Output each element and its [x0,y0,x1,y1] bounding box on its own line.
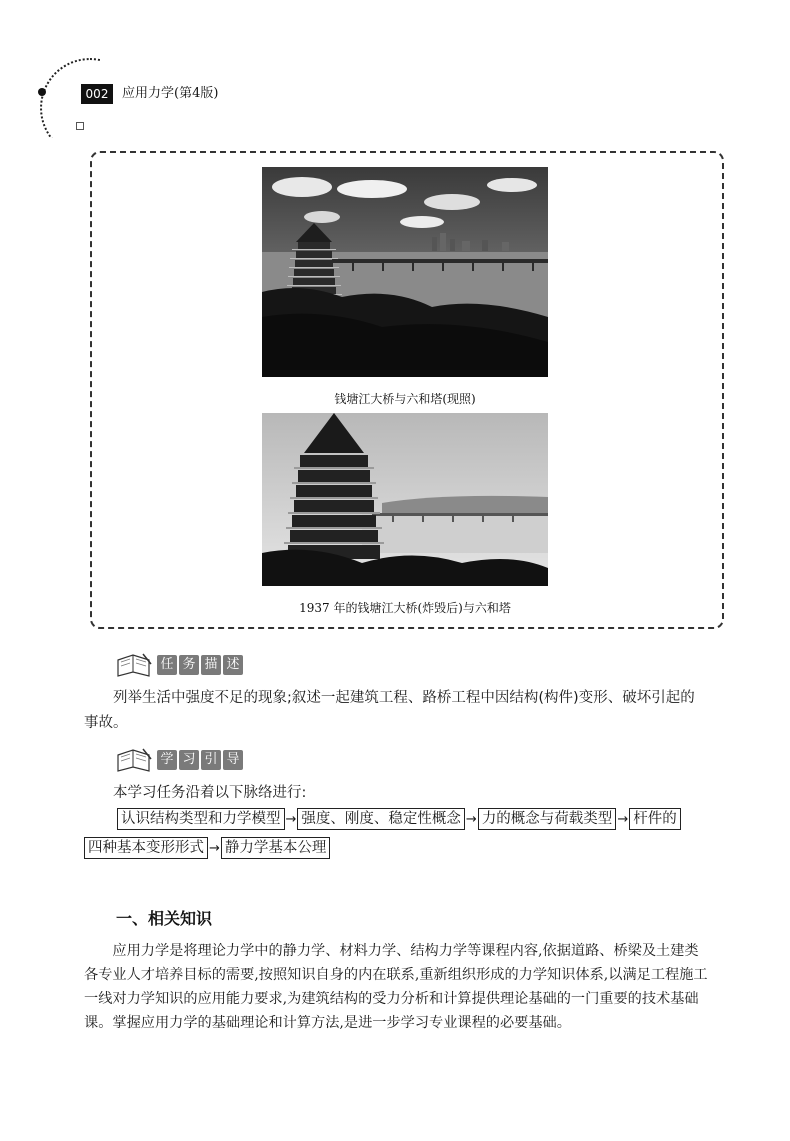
flow-step: 认识结构类型和力学模型 [117,808,285,830]
study-flow-row-1 [117,808,681,830]
section-body: 应用力学是将理论力学中的静力学、材料力学、结构力学等课程内容,依据道路、桥梁及土建类各专业人才培养目标的需要,按照知识自身的内在联系,重新组织形成的力学知识体系,以满足工程施工一线对力学知识的应用能力要求,为建筑结构的受力分析和计算提供理论基础的一门重要的技术基础课。掌握应用力学的基础理论和计算方法,是进一步学习专业课程的必要基础。 [84,943,708,1031]
heading-char: 学 [157,750,177,770]
header-decoration-dot [38,88,46,96]
flow-step: 力的概念与荷载类型 [478,808,617,830]
arrow-icon: → [617,811,629,827]
figure-caption-modern: 钱塘江大桥与六和塔(现照) [334,392,476,406]
header-decoration-square [76,122,84,130]
photo-bridge-pagoda-modern [262,167,548,377]
flow-step: 四种基本变形形式 [84,837,208,859]
header-decoration-arc [40,58,140,158]
heading-char: 务 [179,655,199,675]
section-title: 一、相关知识 [116,909,213,928]
arrow-icon: → [285,811,297,827]
flow-step: 杆件的 [629,808,681,830]
book-title: 应用力学(第4版) [122,86,219,101]
flow-step: 强度、刚度、稳定性概念 [297,808,465,830]
heading-char: 引 [201,750,221,770]
book-icon [115,652,155,678]
arrow-icon: → [465,811,477,827]
heading-char: 习 [179,750,199,770]
heading-char: 任 [157,655,177,675]
arrow-icon: → [209,840,220,856]
task-description-heading [115,652,243,678]
heading-char: 导 [223,750,243,770]
heading-char: 描 [201,655,221,675]
photo-bridge-pagoda-1937 [262,413,548,586]
book-icon [115,747,155,773]
study-guide-intro: 本学习任务沿着以下脉络进行: [113,785,307,801]
figure-caption-1937: 1937 年的钱塘江大桥(炸毁后)与六和塔 [299,601,511,615]
study-flow-row-2 [84,837,330,859]
task-description-text: 列举生活中强度不足的现象;叙述一起建筑工程、路桥工程中因结构(构件)变形、破坏引起的事故。 [84,690,695,731]
page-number: 002 [81,84,113,104]
heading-char: 述 [223,655,243,675]
study-guide-heading [115,747,243,773]
flow-step: 静力学基本公理 [221,837,331,859]
